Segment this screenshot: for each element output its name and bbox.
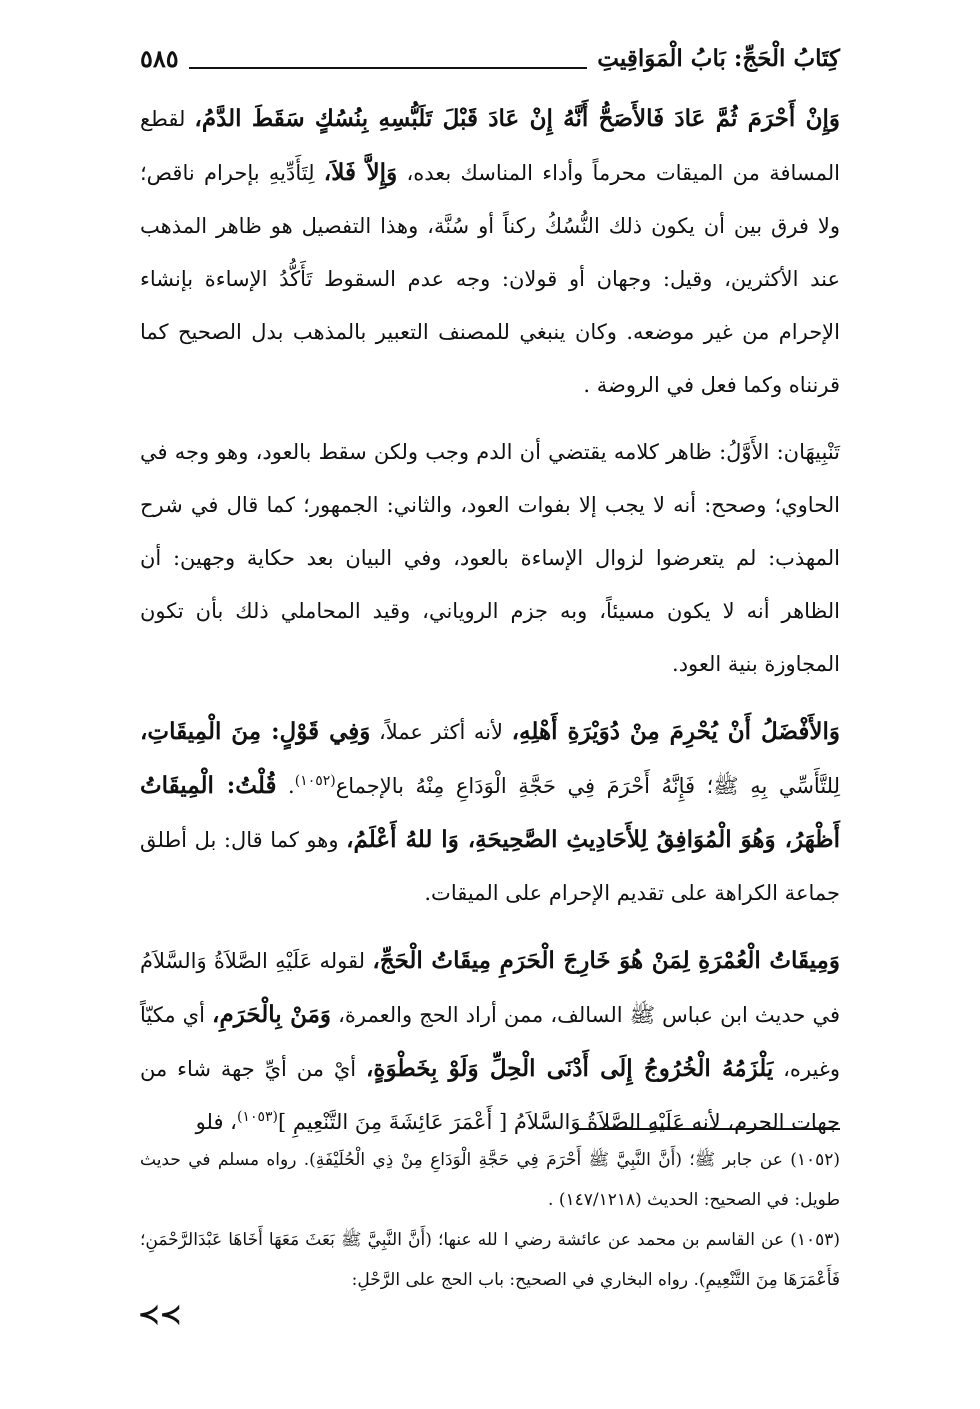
- footnote-separator: [575, 1128, 840, 1130]
- main-text: [140, 92, 840, 1163]
- commentary-text: تَنْبِيهَان: الأَوَّلُ: ظاهر كلامه يقتضي أن الدم وجب ولكن سقط بالعود، وهو وجه في الحاوي؛ وصحح: أنه لا يجب إلا بفوات العود، والثاني: الجمهور؛ كما قال في شرح المهذب: لم يتعرضوا لزوال الإساءة بالعود، وفي البيان بعد حكاية وجهين: أن الظاهر أنه لا يكون مسيئاً، وبه جزم الروياني، وقيد المحاملي ذلك بأن تكون المجاوزة بنية العود.: [140, 440, 840, 676]
- matn-text: وَإِلاَّ فَلاَ،: [323, 159, 398, 186]
- footnote-ref: (١٠٥٣): [236, 1109, 278, 1125]
- matn-text: يَلْزَمُهُ الْخُرُوجُ إِلَى أَدْنَى الْحِلِّ وَلَوْ بِخَطْوَةٍ،: [365, 1055, 774, 1082]
- paragraph: [140, 92, 840, 412]
- paragraph: [140, 934, 840, 1149]
- commentary-text: لقوله عَلَيْهِ الصَّلاَةُ وَالسَّلاَمُ في حديث ابن عباس ﷺ السالف، ممن أراد الحج والعمرة،: [140, 949, 841, 1027]
- matn-text: قُلْتُ: الْمِيقَاتُ أَظْهَرُ، وَهُوَ الْمُوَافِقُ لِلأَحَادِيثِ الصَّحِيحَةِ، وَا للهُ أَعْلَمُ،: [140, 772, 840, 853]
- footnote-ref: (١٠٥٢): [294, 773, 336, 789]
- commentary-text: .: [276, 774, 295, 798]
- paragraph: [140, 426, 840, 691]
- matn-text: وَفِي قَوْلٍ: مِنَ الْمِيقَاتِ،: [140, 718, 371, 745]
- paragraph: [140, 705, 840, 920]
- page-number: ٥٨٥: [140, 43, 179, 73]
- commentary-text: ، فلو: [195, 1110, 237, 1134]
- commentary-text: لقطع المسافة من الميقات محرماً وأداء المناسك بعده،: [140, 107, 841, 185]
- matn-text: وَإِنْ أَحْرَمَ ثُمَّ عَادَ فَالأَصَحُّ أَنَّهُ إِنْ عَادَ قَبْلَ تَلَبُّسِهِ بِنُسُكٍ سَقَطَ الدَّمُ،: [194, 105, 840, 132]
- commentary-text: أيْ من أيِّ جهة شاء من جهات الحرم، لأنه عَلَيْهِ الصَّلاَةُ وَالسَّلاَمُ [ أَعْمَرَ عَائِشَةَ مِنَ التَّنْعِيمِ ]: [140, 1057, 840, 1134]
- matn-text: وَالأَفْضَلُ أَنْ يُحْرِمَ مِنْ دُوَيْرَةِ أَهْلِهِ،: [511, 718, 840, 745]
- footnotes: [140, 1140, 840, 1300]
- footnote-1052: (١٠٥٢) عن جابر ﷺ؛ (أَنَّ النَّبِيَّ ﷺ أَحْرَمَ فِي حَجَّةِ الْوَدَاعِ مِنْ ذِي الْحُلَيْفَةِ). رواه مسلم في حديث طويل: في الصحيح: الحديث (١٤٧/١٢١٨) .: [140, 1150, 840, 1210]
- commentary-text: وهو كما قال: بل أطلق جماعة الكراهة على تقديم الإحرام على الميقات.: [140, 828, 840, 905]
- commentary-text: لِتَأَدِّيهِ بإحرام ناقص؛ ولا فرق بين أن يكون ذلك النُّسُكُ ركناً أو سُنَّة، وهذا التفصيل هو ظاهر المذهب عند الأكثرين، وقيل: وجهان أو قولان: وجه عدم السقوط تَأَكُّدُ الإساءة بإنشاء الإحرام من غير موضعه. وكان ينبغي للمصنف التعبير بالمذهب بدل الصحيح كما قرنناه وكما فعل في الروضة .: [140, 161, 840, 397]
- commentary-text: أي مكيّاً وغيره،: [140, 1003, 840, 1081]
- running-title: كِتَابُ الْحَجِّ: بَابُ الْمَوَاقِيتِ: [597, 44, 840, 72]
- commentary-text: لأنه أكثر عملاً،: [370, 720, 512, 744]
- page-header: [140, 38, 840, 78]
- commentary-text: لِلتَّأَسِّي بِهِ ﷺ؛ فَإِنَّهُ أَحْرَمَ فِي حَجَّةِ الْوَدَاعِ مِنْهُ بالإجماع: [335, 774, 841, 798]
- matn-text: وَمِيقَاتُ الْعُمْرَةِ لِمَنْ هُوَ خَارِجَ الْحَرَمِ مِيقَاتُ الْحَجِّ،: [372, 947, 840, 974]
- matn-text: وَمَنْ بِالْحَرَمِ،: [212, 1001, 332, 1028]
- footnote-1053: (١٠٥٣) عن القاسم بن محمد عن عائشة رضي ا لله عنها؛ (أَنَّ النَّبِيَّ ﷺ بَعَثَ مَعَهَا أَخَاهَا عَبْدَالرَّحْمَنِ؛ فَأَعْمَرَهَا مِنَ التَّنْعِيمِ). رواه البخاري في الصحيح: باب الحج على الرَّحْلِ:: [140, 1230, 840, 1290]
- continuation-mark: ≺≺: [138, 1300, 182, 1330]
- header-rule: [189, 47, 588, 69]
